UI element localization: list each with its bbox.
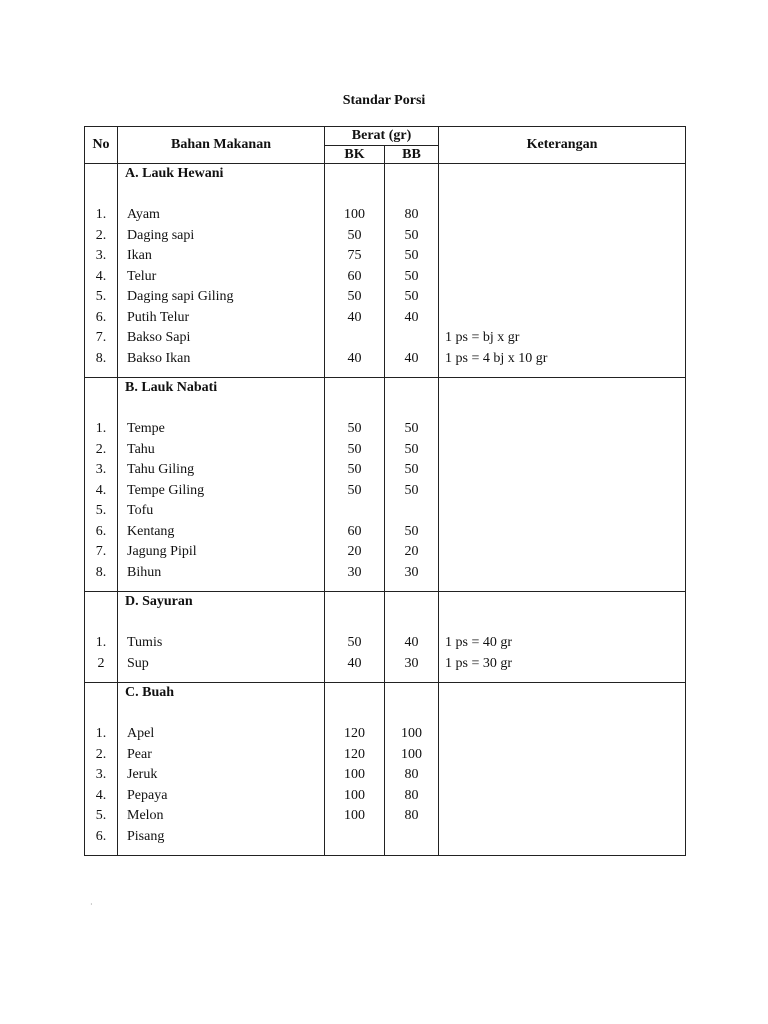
header-bk: BK: [325, 146, 385, 164]
item-name: Telur: [127, 268, 157, 284]
item-bk: [325, 827, 384, 848]
item-bk: 120: [344, 726, 365, 741]
item-number: 2: [97, 655, 105, 671]
item-keterangan: [439, 806, 685, 827]
item-bb: [385, 501, 438, 522]
item-bb: 50: [404, 523, 419, 539]
item-bk: 100: [344, 767, 365, 782]
item-name: Jeruk: [127, 767, 158, 782]
item-bb: 50: [404, 421, 419, 436]
header-bb: BB: [385, 146, 439, 164]
item-number: 4.: [95, 787, 107, 803]
item-bb: 30: [404, 655, 419, 671]
item-name: Kentang: [127, 523, 175, 539]
item-bk: 100: [344, 808, 365, 823]
item-bb: 50: [404, 462, 419, 477]
header-berat: Berat (gr): [325, 127, 439, 146]
item-keterangan: [439, 724, 685, 745]
item-keterangan: 1 ps = 4 bj x 10 gr: [445, 350, 548, 366]
item-bb: 40: [404, 635, 419, 650]
bahan-column: [118, 592, 325, 683]
section-title: D. Sayuran: [125, 594, 193, 609]
no-column: [85, 592, 118, 683]
item-keterangan: 1 ps = bj x gr: [445, 330, 520, 345]
item-number: 1.: [95, 726, 107, 741]
item-number: 2.: [95, 441, 107, 457]
item-number: 5.: [95, 289, 107, 304]
item-bb: 40: [404, 309, 419, 325]
item-bk: 50: [347, 421, 362, 436]
item-bk: 50: [347, 482, 362, 498]
bb-column: [385, 164, 439, 378]
item-number: 1.: [95, 421, 107, 436]
bb-column: [385, 683, 439, 856]
bb-column: [385, 592, 439, 683]
item-name: Tahu Giling: [127, 462, 195, 477]
item-bb: 50: [404, 482, 419, 498]
item-number: 3.: [95, 248, 107, 263]
item-number: 1.: [95, 635, 107, 650]
item-number: 2.: [95, 746, 107, 762]
item-bk: 40: [347, 309, 362, 325]
item-keterangan: [439, 246, 685, 267]
item-name: Pisang: [127, 828, 165, 844]
item-bk: 50: [347, 462, 362, 477]
item-number: 3.: [95, 462, 107, 477]
item-bk: 75: [347, 248, 362, 263]
item-name: Daging sapi Giling: [127, 289, 234, 304]
bk-column: [325, 592, 385, 683]
item-name: Tofu: [127, 503, 154, 518]
item-bk: 50: [347, 441, 362, 457]
item-name: Bakso Sapi: [127, 330, 191, 345]
item-keterangan: [439, 745, 685, 766]
item-bb: 100: [401, 746, 422, 762]
table-header: [85, 127, 686, 164]
item-bb: [385, 827, 438, 848]
bahan-column: [118, 164, 325, 378]
item-keterangan: [439, 481, 685, 502]
keterangan-column: [439, 683, 686, 856]
bk-column: [325, 378, 385, 592]
item-keterangan: 1 ps = 40 gr: [445, 635, 513, 650]
item-bb: 80: [404, 207, 419, 222]
item-name: Ayam: [127, 207, 160, 222]
item-bb: 80: [404, 767, 419, 782]
section-title: A. Lauk Hewani: [125, 166, 224, 181]
item-keterangan: [439, 765, 685, 786]
item-bb: 100: [401, 726, 422, 741]
item-bb: 80: [404, 808, 419, 823]
food-section: [85, 164, 686, 378]
food-section: [85, 592, 686, 683]
item-bk: 120: [344, 746, 365, 762]
item-keterangan: [439, 786, 685, 807]
section-title: C. Buah: [125, 685, 175, 700]
item-name: Pepaya: [127, 787, 168, 803]
item-keterangan: [439, 308, 685, 329]
item-number: 8.: [95, 564, 107, 580]
item-name: Daging sapi: [127, 227, 195, 243]
header-keterangan: Keterangan: [439, 127, 686, 164]
bk-column: [325, 164, 385, 378]
item-keterangan: [439, 226, 685, 247]
item-bk: 40: [347, 350, 362, 366]
bk-column: [325, 683, 385, 856]
no-column: [85, 378, 118, 592]
item-keterangan: [439, 287, 685, 308]
no-column: [85, 683, 118, 856]
item-bb: 50: [404, 289, 419, 304]
item-name: Jagung Pipil: [127, 544, 197, 559]
item-keterangan: [439, 827, 685, 848]
item-bk: 60: [347, 523, 362, 539]
item-bb: 20: [404, 544, 419, 559]
item-number: 4.: [95, 482, 107, 498]
item-number: 6.: [95, 309, 107, 325]
item-number: 3.: [95, 767, 107, 782]
item-name: Bakso Ikan: [127, 350, 191, 366]
item-bk: 50: [347, 227, 362, 243]
standar-porsi-table: [84, 126, 686, 856]
item-name: Tempe: [127, 421, 165, 436]
item-bb: 80: [404, 787, 419, 803]
item-bk: 20: [347, 544, 362, 559]
item-bb: [385, 328, 438, 349]
item-keterangan: [439, 440, 685, 461]
item-name: Tumis: [127, 635, 163, 650]
item-bb: 50: [404, 248, 419, 263]
item-keterangan: [439, 205, 685, 226]
item-bk: 30: [347, 564, 362, 580]
section-row: [85, 378, 686, 592]
food-section: [85, 683, 686, 856]
keterangan-column: [439, 378, 686, 592]
item-number: 5.: [95, 808, 107, 823]
item-keterangan: [439, 460, 685, 481]
item-bb: 30: [404, 564, 419, 580]
stray-mark: ·: [90, 900, 93, 909]
bahan-column: [118, 378, 325, 592]
item-name: Ikan: [127, 248, 152, 263]
header-bahan-makanan: Bahan Makanan: [118, 127, 325, 164]
item-keterangan: [439, 542, 685, 563]
item-name: Putih Telur: [127, 309, 190, 325]
item-keterangan: [439, 267, 685, 288]
no-column: [85, 164, 118, 378]
item-bb: 50: [404, 268, 419, 284]
item-bb: 40: [404, 350, 419, 366]
item-keterangan: 1 ps = 30 gr: [445, 655, 513, 671]
item-bk: 100: [344, 787, 365, 803]
food-section: [85, 378, 686, 592]
header-no: No: [85, 127, 118, 164]
item-bk: [325, 328, 384, 349]
item-number: 6.: [95, 828, 107, 844]
section-title: B. Lauk Nabati: [125, 380, 218, 395]
item-keterangan: [439, 522, 685, 543]
item-number: 1.: [95, 207, 107, 222]
item-bb: 50: [404, 441, 419, 457]
item-name: Apel: [127, 726, 155, 741]
keterangan-column: [439, 164, 686, 378]
item-bb: 50: [404, 227, 419, 243]
item-name: Pear: [127, 746, 152, 762]
item-name: Bihun: [127, 564, 162, 580]
item-keterangan: [439, 563, 685, 584]
item-bk: 50: [347, 635, 362, 650]
item-number: 6.: [95, 523, 107, 539]
keterangan-column: [439, 592, 686, 683]
item-number: 5.: [95, 503, 107, 518]
section-row: [85, 164, 686, 378]
bb-column: [385, 378, 439, 592]
item-keterangan: [439, 419, 685, 440]
item-number: 4.: [95, 268, 107, 284]
section-row: [85, 592, 686, 683]
bahan-column: [118, 683, 325, 856]
item-number: 2.: [95, 227, 107, 243]
section-row: [85, 683, 686, 856]
item-bk: 50: [347, 289, 362, 304]
item-bk: 60: [347, 268, 362, 284]
item-number: 8.: [95, 350, 107, 366]
item-name: Melon: [127, 808, 164, 823]
item-name: Tahu: [127, 441, 155, 457]
item-name: Tempe Giling: [127, 482, 205, 498]
item-bk: [325, 501, 384, 522]
item-number: 7.: [95, 544, 107, 559]
item-number: 7.: [95, 330, 107, 345]
item-bk: 40: [347, 655, 362, 671]
item-bk: 100: [344, 207, 365, 222]
page-title: Standar Porsi: [342, 93, 426, 108]
item-name: Sup: [127, 655, 149, 671]
item-keterangan: [439, 501, 685, 522]
